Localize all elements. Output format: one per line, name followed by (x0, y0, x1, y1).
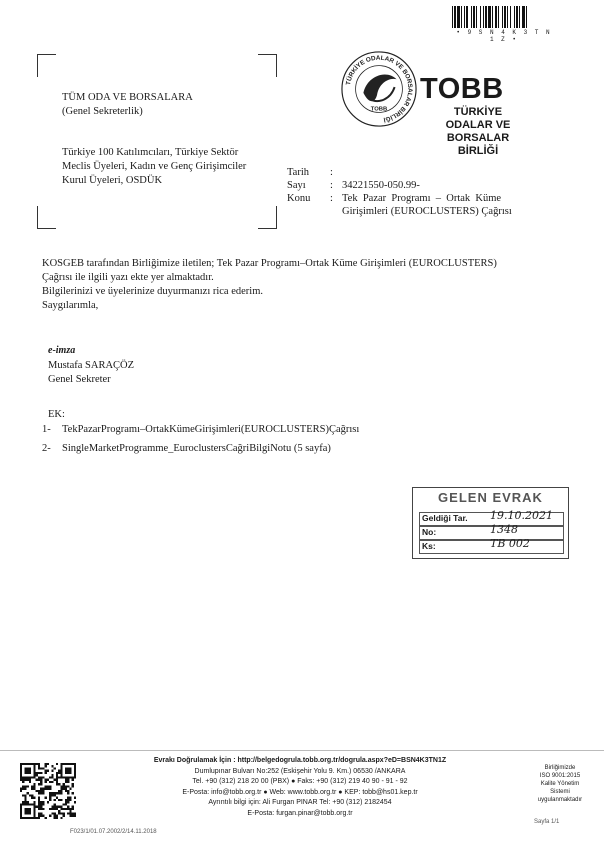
org-name-line-3: BİRLİĞİ (457, 145, 499, 157)
form-code: F023/1/01.07.2002/2/14.11.2018 (70, 829, 157, 835)
recipient-line-3: Türkiye 100 Katılımcıları, Türkiye Sektör (62, 147, 239, 158)
svg-text:TÜRKİYE ODALAR VE BORSALAR BİR (344, 55, 413, 125)
iso-line-2: ISO 9001:2015 (539, 773, 581, 779)
footer-phone: Tel. +90 (312) 218 20 00 (PBX) ● Faks: +90 (312) 219 40 90 - 91 - 92 (192, 778, 408, 785)
recipient-line-1: TÜM ODA VE BORSALARA (62, 92, 193, 103)
attachment-1-link[interactable]: TekPazarProgramı–OrtakKümeGirişimleri(EUROCLUSTERS)Çağrısı (62, 424, 360, 435)
attachment-2-link[interactable]: SingleMarketProgramme_EuroclustersCağriBilgiNotu (5 sayfa) (62, 443, 331, 454)
footer-divider (0, 750, 604, 751)
body-paragraph-1-line-1: KOSGEB tarafından Birliğimize iletilen; Tek Pazar Programı–Ortak Küme Girişimleri (EUROCLUSTERS) (42, 258, 497, 269)
stamp-date-label: Geldiği Tar. (422, 513, 468, 523)
footer-email-web[interactable]: E-Posta: info@tobb.org.tr ● Web: www.tobb.org.tr ● KEP: tobb@hs01.kep.tr (182, 788, 418, 796)
stamp-date-value: 19.10.2021 (490, 509, 553, 522)
incoming-document-stamp (412, 487, 569, 559)
frame-corner-top-left (37, 54, 56, 77)
tobb-seal-logo (340, 50, 418, 128)
verification-qr-code (20, 763, 76, 819)
stamp-row-ks (419, 537, 564, 554)
seal-ring-text: TÜRKİYE ODALAR VE BORSALAR BİRLİĞİ (345, 54, 414, 123)
iso-line-3: Kalite Yönetim (540, 781, 580, 787)
body-paragraph-2: Bilgilerinizi ve üyelerinize duyurmanızı rica ederim. (42, 286, 263, 297)
attachments-label: EK: (48, 409, 65, 420)
e-signature-mark: e-imza (48, 345, 76, 356)
subject-line-2: Girişimleri (EUROCLUSTERS) Çağrısı (342, 206, 512, 217)
attachment-2-number: 2- (42, 443, 51, 454)
date-separator: : (330, 167, 333, 178)
org-name-line-2: ODALAR VE BORSALAR (445, 119, 511, 144)
document-barcode (452, 6, 556, 28)
stamp-number-label: No: (422, 527, 437, 537)
page-number: Sayfa 1/1 (534, 819, 560, 825)
iso-certification-note (525, 764, 595, 804)
stamp-title: GELEN EVRAK (438, 490, 543, 505)
recipient-line-5: Kurul Üyeleri, OSDÜK (62, 175, 163, 186)
barcode-bar (527, 6, 529, 28)
subject-label: Konu (287, 193, 311, 204)
footer-address: Dumlupınar Bulvarı No:252 (Eskişehir Yolu 9. Km.) 06530 /ANKARA (194, 767, 406, 775)
signer-name: Mustafa SARAÇÖZ (48, 360, 135, 371)
signer-title: Genel Sekreter (48, 374, 111, 385)
stamp-ks-label: Ks: (422, 541, 436, 551)
number-label: Sayı (287, 180, 306, 191)
subject-separator: : (330, 193, 333, 204)
number-separator: : (330, 180, 333, 191)
closing-text: Saygılarımla, (42, 300, 99, 311)
footer-contact-block (130, 756, 470, 819)
iso-line-5: uygulanmaktadır (537, 797, 583, 803)
number-value: 34221550-050.99- (342, 180, 420, 191)
seal-center-text: TOBB (370, 106, 388, 113)
org-name-line-1: TÜRKİYE (453, 106, 503, 118)
tobb-wordmark: TOBB (420, 73, 504, 105)
frame-corner-top-right (258, 54, 277, 77)
iso-line-1: Birliğimizde (544, 765, 576, 771)
subject-line-1: Tek Pazar Programı – Ortak Küme (342, 193, 502, 204)
body-paragraph-1-line-2: Çağrısı ile ilgili yazı ekte yer almaktadır. (42, 272, 214, 283)
footer-contact-email[interactable]: E-Posta: furgan.pinar@tobb.org.tr (247, 809, 353, 817)
organization-name (430, 106, 526, 158)
recipient-line-4: Meclis Üyeleri, Kadın ve Genç Girişimciler (62, 161, 247, 172)
date-label: Tarih (287, 167, 310, 178)
iso-line-4: Sistemi (550, 789, 570, 795)
barcode-text: • 9 S N 4 K 3 T N 1 Z • (456, 29, 552, 43)
attachment-1-number: 1- (42, 424, 51, 435)
recipient-line-2: (Genel Sekreterlik) (62, 106, 143, 117)
frame-corner-bottom-left (37, 206, 56, 229)
footer-contact-person: Ayrıntılı bilgi için: Ali Furgan PINAR Tel: +90 (312) 2182454 (208, 799, 392, 806)
stamp-number-value: 1348 (490, 523, 518, 536)
footer-verify-link[interactable]: Evrakı Doğrulamak İçin : http://belgedogrula.tobb.org.tr/dogrula.aspx?eD=BSN4K3TN1Z (153, 757, 447, 764)
stamp-ks-value: TB 002 (490, 537, 530, 550)
frame-corner-bottom-right (258, 206, 277, 229)
